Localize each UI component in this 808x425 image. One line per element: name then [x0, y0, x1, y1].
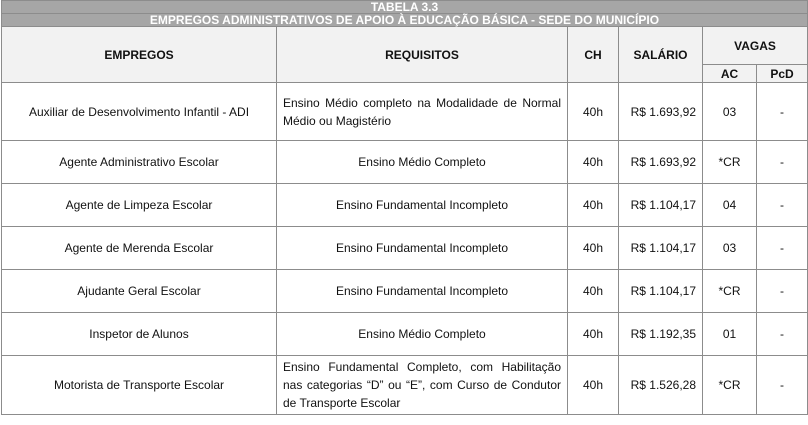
cell-emprego: Inspetor de Alunos: [2, 313, 277, 356]
cell-ac: 03: [703, 227, 757, 270]
cell-emprego: Agente Administrativo Escolar: [2, 141, 277, 184]
cell-salario: R$ 1.104,17: [619, 184, 703, 227]
header-vagas: VAGAS: [703, 27, 808, 65]
cell-requisitos: Ensino Fundamental Incompleto: [277, 270, 568, 313]
header-salario: SALÁRIO: [619, 27, 703, 83]
cell-emprego: Agente de Merenda Escolar: [2, 227, 277, 270]
cell-ac: *CR: [703, 141, 757, 184]
cell-ch: 40h: [568, 227, 619, 270]
cell-requisitos: Ensino Fundamental Completo, com Habilitação nas categorias “D” ou “E”, com Curso de Condutor de Transporte Escolar: [277, 356, 568, 415]
cell-emprego: Ajudante Geral Escolar: [2, 270, 277, 313]
cell-requisitos: Ensino Médio Completo: [277, 313, 568, 356]
cell-ac: 01: [703, 313, 757, 356]
header-requisitos: REQUISITOS: [277, 27, 568, 83]
table-row: [2, 184, 808, 227]
cell-ch: 40h: [568, 184, 619, 227]
cell-salario: R$ 1.192,35: [619, 313, 703, 356]
cell-pcd: -: [757, 83, 808, 141]
header-ch: CH: [568, 27, 619, 83]
table-row: [2, 83, 808, 141]
table-title: EMPREGOS ADMINISTRATIVOS DE APOIO À EDUCAÇÃO BÁSICA - SEDE DO MUNICÍPIO: [2, 14, 808, 27]
cell-pcd: -: [757, 313, 808, 356]
cell-requisitos: Ensino Fundamental Incompleto: [277, 184, 568, 227]
cell-salario: R$ 1.104,17: [619, 227, 703, 270]
table-row: [2, 270, 808, 313]
table-row: [2, 313, 808, 356]
jobs-table: [1, 0, 808, 415]
cell-ac: *CR: [703, 270, 757, 313]
cell-ac: 03: [703, 83, 757, 141]
cell-requisitos: Ensino Médio completo na Modalidade de Normal Médio ou Magistério: [277, 83, 568, 141]
cell-salario: R$ 1.693,92: [619, 141, 703, 184]
cell-ch: 40h: [568, 141, 619, 184]
cell-ch: 40h: [568, 270, 619, 313]
header-empregos: EMPREGOS: [2, 27, 277, 83]
header-ac: AC: [703, 65, 757, 83]
cell-emprego: Agente de Limpeza Escolar: [2, 184, 277, 227]
cell-pcd: -: [757, 184, 808, 227]
header-pcd: PcD: [757, 65, 808, 83]
table-label: TABELA 3.3: [2, 1, 808, 14]
cell-requisitos: Ensino Fundamental Incompleto: [277, 227, 568, 270]
cell-ch: 40h: [568, 313, 619, 356]
cell-emprego: Motorista de Transporte Escolar: [2, 356, 277, 415]
table-row: [2, 141, 808, 184]
table-row: [2, 356, 808, 415]
cell-pcd: -: [757, 227, 808, 270]
cell-ch: 40h: [568, 356, 619, 415]
table-label-row: [2, 1, 808, 14]
cell-salario: R$ 1.526,28: [619, 356, 703, 415]
cell-requisitos: Ensino Médio Completo: [277, 141, 568, 184]
table-row: [2, 227, 808, 270]
cell-ac: *CR: [703, 356, 757, 415]
cell-pcd: -: [757, 141, 808, 184]
cell-emprego: Auxiliar de Desenvolvimento Infantil - ADI: [2, 83, 277, 141]
cell-ac: 04: [703, 184, 757, 227]
header-row: [2, 27, 808, 65]
table-title-row: [2, 14, 808, 27]
cell-salario: R$ 1.104,17: [619, 270, 703, 313]
cell-salario: R$ 1.693,92: [619, 83, 703, 141]
cell-pcd: -: [757, 270, 808, 313]
cell-pcd: -: [757, 356, 808, 415]
cell-ch: 40h: [568, 83, 619, 141]
